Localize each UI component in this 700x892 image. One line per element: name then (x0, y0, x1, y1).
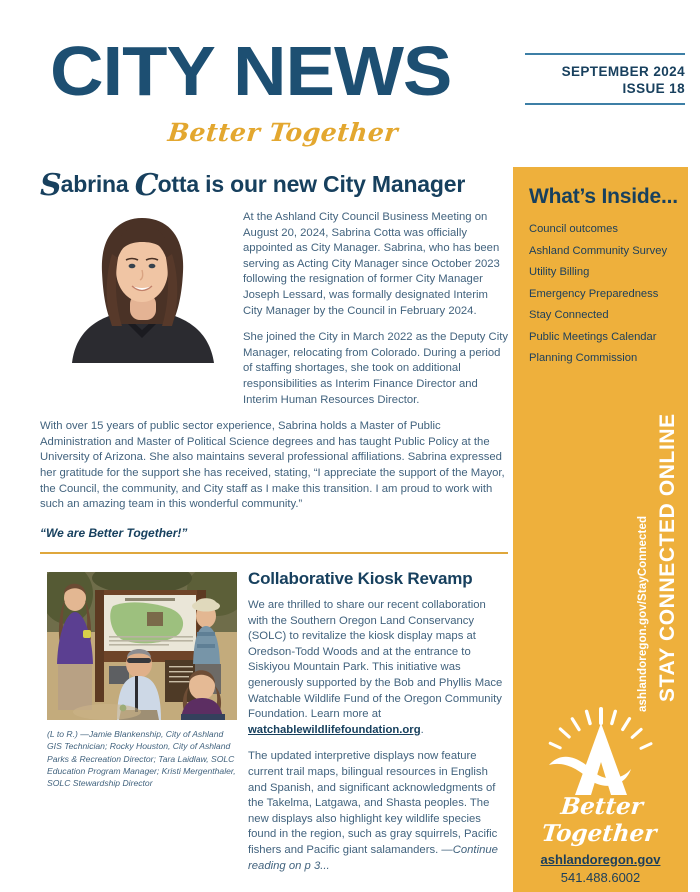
logo-tagline: Better Together (540, 793, 658, 847)
article2-paragraph-2 (248, 749, 508, 874)
ashland-logo-area (513, 707, 688, 885)
article2-p1-text: We are thrilled to share our recent collaboration with the Southern Oregon Land Conservancy (SOLC) to revitalize the kiosk display maps at Oredson-Todd Woods and at the entrance to Siskiyou Mountain Park. This initiative was generously supported by the Bob and Phyllis Mace Watchable Wildlife Fund of the Oregon Community Foundation. Learn more at (248, 599, 503, 721)
headline-part-2: otta is our new City Manager (157, 171, 466, 197)
stay-connected-heading: STAY CONNECTED ONLINE (656, 413, 679, 702)
stay-connected-block (513, 372, 688, 712)
masthead (0, 0, 700, 160)
inside-list (529, 219, 684, 370)
article1-headline (40, 168, 508, 203)
list-item[interactable]: Ashland Community Survey (529, 244, 668, 257)
article1-pull-quote: “We are Better Together!” (40, 525, 188, 540)
masthead-tagline: Better Together (166, 118, 400, 147)
list-item[interactable]: Planning Commission (529, 352, 638, 364)
article2-p1-end: . (420, 723, 424, 736)
article1-column-top (243, 198, 508, 408)
list-item[interactable]: Utility Billing (529, 266, 590, 278)
list-item[interactable]: Council outcomes (529, 223, 618, 235)
kiosk-group-photo (47, 572, 237, 720)
issue-rule-bottom (525, 103, 685, 105)
sidebar-title: What’s Inside... (529, 185, 678, 208)
article1-paragraph: She joined the City in March 2022 as the Deputy City Manager, relocating from Colorado. During a period of staffing shortages, she took on additional responsibilities as Interim Finance Director and Interim Human Resources Director. (243, 331, 508, 406)
stay-connected-big-wrap (656, 372, 680, 702)
stay-connected-url-wrap (634, 392, 652, 712)
issue-block (525, 53, 685, 105)
article2-paragraph-1 (248, 598, 508, 738)
article2-headline: Collaborative Kiosk Revamp (248, 569, 473, 588)
list-item[interactable]: Public Meetings Calendar (529, 330, 657, 343)
issue-date: SEPTEMBER 2024 (561, 64, 685, 79)
ashland-a-sun-icon (513, 707, 688, 799)
continue-reading-note: —Continue reading on p 3... (248, 843, 498, 872)
article1-paragraph: At the Ashland City Council Business Meeting on August 20, 2024, Sabrina Cotta was officially appointed as City Manager. Sabrina, who has been serving as Acting City Manager since October 2023 following the resignation of former City Manager Joseph Lessard, was formally designated Interim City Manager by the Council in February 2024. (243, 211, 500, 317)
list-item[interactable]: Emergency Preparedness (529, 287, 659, 300)
logo-url-link[interactable]: ashlandoregon.gov (540, 852, 661, 867)
article2-column (248, 568, 508, 874)
watchable-wildlife-link[interactable]: watchablewildlifefoundation.org (248, 723, 421, 736)
list-item[interactable]: Stay Connected (529, 309, 609, 321)
section-divider (40, 552, 508, 554)
kiosk-photo-caption: (L to R.) —Jamie Blankenship, City of Ashland GIS Technician; Rocky Houston, City of Ashland Parks & Recreation Director; Tara Laidlaw, SOLC Education Program Manager; Kristi Mergenthaler, SOLC Stewardship Director (47, 729, 236, 789)
sabrina-cotta-portrait (54, 208, 229, 363)
headline-script-cap-c: C (134, 168, 158, 203)
headline-script-cap-s: S (40, 168, 61, 203)
article-kiosk-revamp (40, 568, 508, 885)
logo-phone: 541.488.6002 (560, 870, 641, 885)
article1-column-full (40, 419, 508, 540)
page-title: CITY NEWS (50, 32, 452, 110)
issue-number: ISSUE 18 (622, 81, 685, 96)
stay-connected-url[interactable]: ashlandoregon.gov/StayConnected (637, 515, 649, 712)
article1-paragraph: With over 15 years of public sector experience, Sabrina holds a Master of Public Administration and Master of Political Science degrees and has taught Public Policy at the University of Arizona. She also maintains several professional affiliations. Sabrina expressed her gratitude for the support she has received, stating, “I appreciate the support of the Mayor, the Council, the community, and City staff as I make this transition. I am proud to work with such an amazing team in this wonderful community.” (40, 420, 505, 511)
headline-part-1: abrina (60, 171, 135, 197)
whats-inside-sidebar (513, 167, 688, 892)
article-city-manager (40, 170, 508, 540)
article2-p2-text: The updated interpretive displays now feature current trail maps, bilingual resources in English and Spanish, and significant acknowledgments of the Takelma, Latgawa, and Shasta peoples. The new displays also highlight key wildlife species found in the region, such as gray squirrels, Pacific fishers and Pacific giant salamanders. (248, 750, 498, 856)
